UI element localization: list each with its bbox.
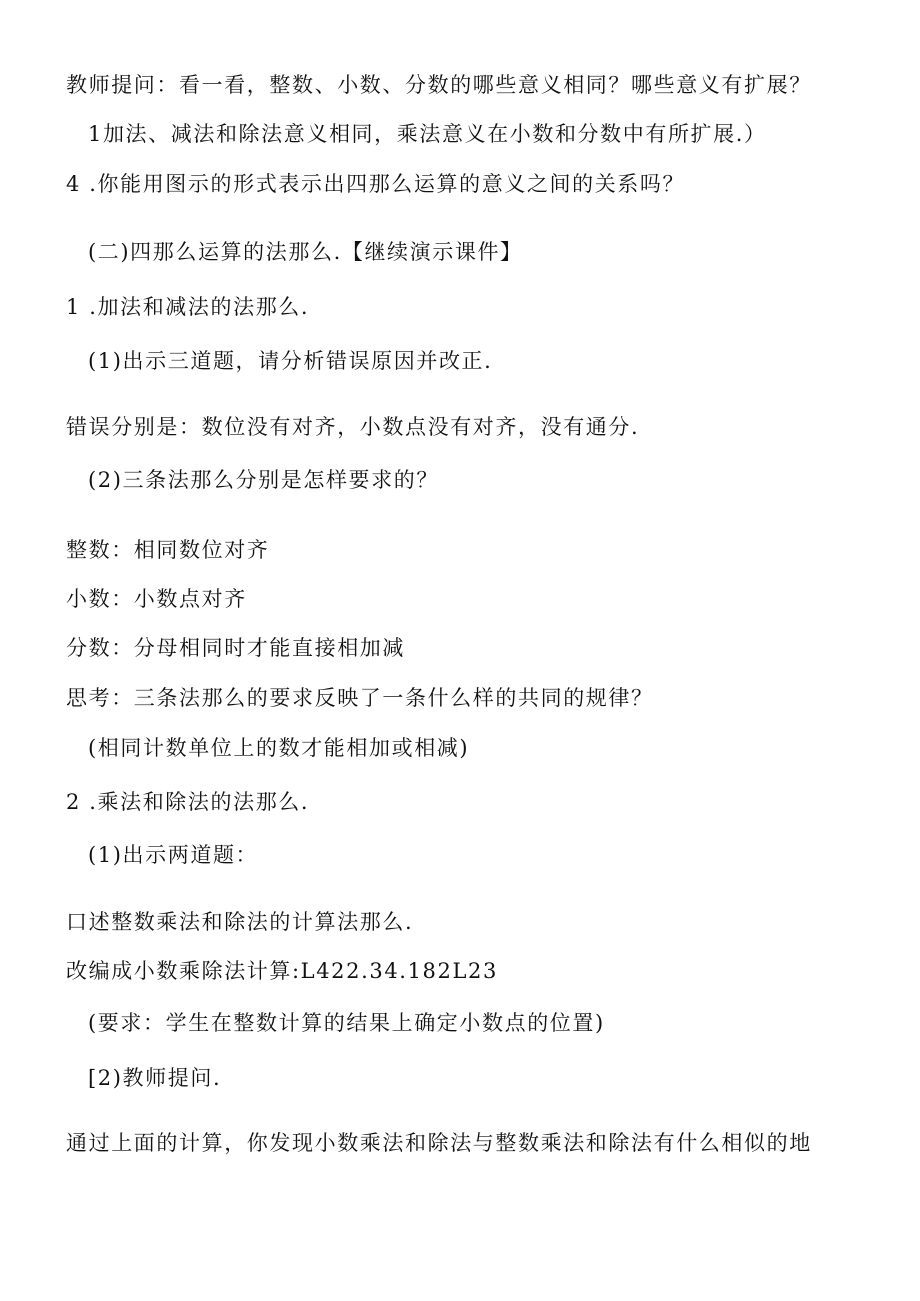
text-line: 整数：相同数位对齐 bbox=[66, 538, 270, 562]
text-line: (2)三条法那么分别是怎样要求的？ bbox=[88, 468, 439, 492]
text-line: 思考：三条法那么的要求反映了一条什么样的共同的规律？ bbox=[66, 686, 654, 710]
text-line: 4 .你能用图示的形式表示出四那么运算的意义之间的关系吗？ bbox=[66, 172, 686, 196]
text-line: (相同计数单位上的数才能相加或相减) bbox=[88, 736, 470, 760]
text-line: (二)四那么运算的法那么.【继续演示课件】 bbox=[88, 240, 523, 264]
text-line: 错误分别是：数位没有对齐，小数点没有对齐，没有通分. bbox=[66, 415, 640, 439]
text-line: 小数：小数点对齐 bbox=[66, 587, 247, 611]
text-line: [2)教师提问. bbox=[88, 1066, 222, 1090]
text-line: 2 .乘法和除法的法那么. bbox=[66, 790, 310, 814]
text-line: 1加法、减法和除法意义相同，乘法意义在小数和分数中有所扩展.） bbox=[88, 122, 767, 146]
text-line: 分数：分母相同时才能直接相加减 bbox=[66, 636, 405, 660]
text-line: 教师提问：看一看，整数、小数、分数的哪些意义相同？哪些意义有扩展？ bbox=[66, 73, 812, 97]
text-line: 通过上面的计算，你发现小数乘法和除法与整数乘法和除法有什么相似的地 bbox=[66, 1131, 812, 1155]
text-line: (1)出示三道题，请分析错误原因并改正. bbox=[88, 349, 493, 373]
text-line: 改编成小数乘除法计算:L422.34.182L23 bbox=[66, 959, 498, 983]
text-line: (要求：学生在整数计算的结果上确定小数点的位置) bbox=[88, 1011, 605, 1035]
text-line: 口述整数乘法和除法的计算法那么. bbox=[66, 910, 414, 934]
text-line: 1 .加法和减法的法那么. bbox=[66, 295, 310, 319]
text-line: (1)出示两道题： bbox=[88, 843, 259, 867]
